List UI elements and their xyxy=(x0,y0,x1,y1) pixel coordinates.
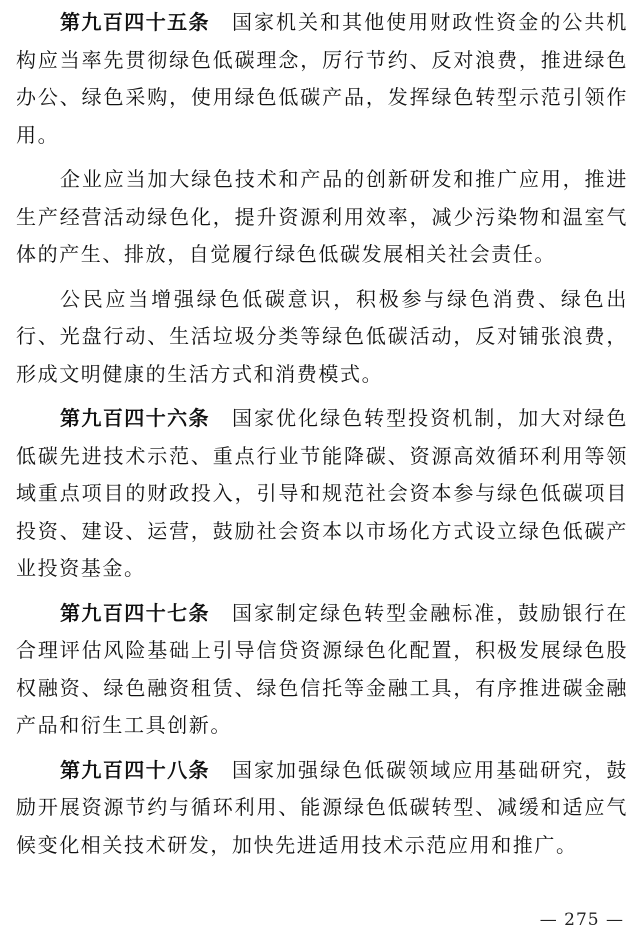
article-945-paragraph-1 xyxy=(16,4,628,154)
article-946-text-1: 国家优化绿色转型投资机制，加大对绿色低碳先进技术示范、重点行业节能降碳、资源高效循环利用等领域重点项目的财政投入，引导和规范社会资本参与绿色低碳项目投资、建设、运营，鼓励社会资本以市场化方式设立绿色低碳产业投资基金。 xyxy=(16,406,629,580)
page-number: — 275 — xyxy=(539,910,624,930)
document-body xyxy=(16,4,628,871)
article-948-paragraph-1 xyxy=(16,752,628,865)
article-945-text-1: 国家机关和其他使用财政性资金的公共机构应当率先贯彻绿色低碳理念，厉行节约、反对浪费，推进绿色办公、绿色采购，使用绿色低碳产品，发挥绿色转型示范引领作用。 xyxy=(16,10,629,147)
article-945-paragraph-2 xyxy=(16,161,628,274)
article-946-number: 第九百四十六条 xyxy=(60,406,210,430)
article-945-text-3: 公民应当增强绿色低碳意识，积极参与绿色消费、绿色出行、光盘行动、生活垃圾分类等绿色低碳活动，反对铺张浪费，形成文明健康的生活方式和消费模式。 xyxy=(16,286,628,386)
article-946-paragraph-1 xyxy=(16,400,628,588)
article-948-number: 第九百四十八条 xyxy=(60,757,210,782)
article-945-paragraph-3 xyxy=(16,281,628,394)
article-947-paragraph-1 xyxy=(16,595,628,745)
article-947-text-1: 国家制定绿色转型金融标准，鼓励银行在合理评估风险基础上引导信贷资源绿色化配置，积极发展绿色股权融资、绿色融资租赁、绿色信托等金融工具，有序推进碳金融产品和衍生工具创新。 xyxy=(16,600,629,737)
article-947-number: 第九百四十七条 xyxy=(60,600,210,625)
article-948-text-1: 国家加强绿色低碳领域应用基础研究，鼓励开展资源节约与循环利用、能源绿色低碳转型、减缓和适应气候变化相关技术研发，加快先进适用技术示范应用和推广。 xyxy=(16,757,629,857)
article-945-number: 第九百四十五条 xyxy=(60,10,210,34)
article-945-text-2: 企业应当加大绿色技术和产品的创新研发和推广应用，推进生产经营活动绿色化，提升资源利用效率，减少污染物和温室气体的产生、排放，自觉履行绿色低碳发展相关社会责任。 xyxy=(16,167,628,266)
